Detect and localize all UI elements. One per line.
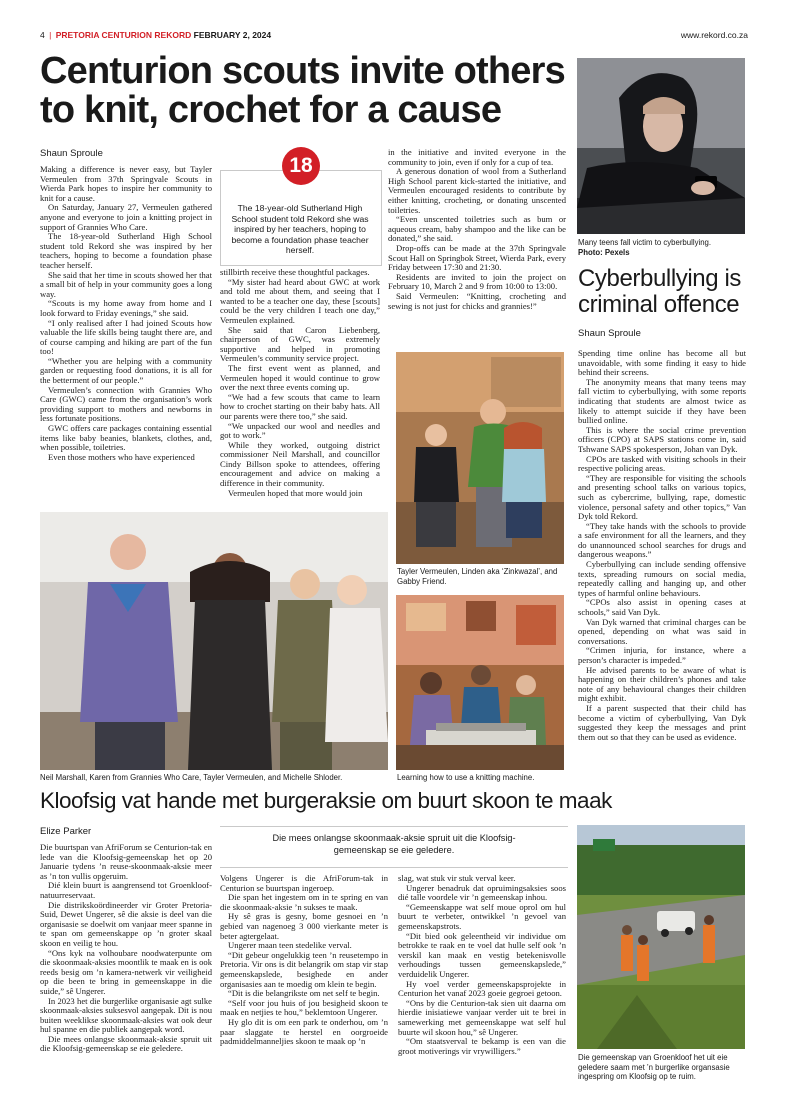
cyber-headline — [578, 266, 750, 318]
issue-date: FEBRUARY 2, 2024 — [193, 30, 272, 40]
paragraph: Spending time online has become all but unavoidable, with some finding it easy to hide behind their screens. — [578, 349, 746, 378]
scouts-headline — [40, 52, 570, 130]
scouts-headline-line-2: to knit, crochet for a cause — [40, 89, 502, 131]
paragraph: This is where the social crime prevention officers (CPO) at SAPS stations come in, said Tshwane SAPS spokesperson, Johan van Dyk. — [578, 424, 746, 454]
paragraph: Die span het ingestem om in te spring en van die skoonmaak-aksie ’n sukses te maak. — [220, 892, 388, 912]
kloofsig-caption: Die gemeenskap van Groenkloof het uit eie geledere saam met ’n burgerlike organsasie ingespring om Kloofsig op te ruim. — [578, 1053, 730, 1081]
photo-group — [40, 512, 388, 770]
paragraph: Die buurtspan van AfriForum se Centurion-tak en lede van die Kloofsig-gemeenskap het op 20 Januarie tydens ’n reuse-skoonmaak-aksie meer as ’n ton vullis opgeruim. — [40, 843, 212, 881]
paragraph: “We had a few scouts that came to learn how to crochet starting on their baby hats. All our parents were there too,” she said. — [220, 391, 380, 421]
paragraph: Said Vermeulen: “Knitting, crocheting and sewing is not just for chicks and grannies!” — [388, 290, 566, 311]
paragraph: “CPOs also assist in opening cases at schools,” said Van Dyk. — [578, 597, 746, 618]
paragraph: Van Dyk warned that criminal charges can be opened, depending on what was said in conversations. — [578, 616, 746, 646]
paragraph: “Even unscented toiletries such as bum or aqueous cream, baby shampoo and the like can be donated,” she said. — [388, 214, 566, 244]
paragraph: Making a difference is never easy, but Tayler Vermeulen from 37th Springvale Scouts in Wierda Park hopes to inspire her community to knit for a cause. — [40, 165, 212, 203]
paragraph: “Gemeenskappe wat self moue oprol om hul buurt te verbeter, ontwikkel ’n gevoel van gemeenskapstrots. — [398, 901, 566, 931]
paragraph: She said that her time in scouts showed her that a small bit of help in your community goes a long way. — [40, 269, 212, 299]
paragraph: GWC offers care packages containing essential items like baby beanies, blankets, clothes, and, when possible, toiletries. — [40, 423, 212, 453]
paragraph: The 18-year-old Sutherland High School student told Rekord she was inspired by her teachers, hoping to become a foundation phase teacher herself. — [40, 231, 212, 270]
photo-knitting-machine — [396, 595, 564, 770]
paragraph: “Ons by die Centurion-tak sien uit daarna om hierdie inisiatiewe vanjaar verder uit te brei in samewerking met gemeenskappe wat self hul buurte wil skoon hou,” sê Ungerer. — [398, 997, 566, 1037]
badge-number: 18 — [289, 154, 313, 177]
trio-caption: Tayler Vermeulen, Linden aka ‘Zinkwazal’, and Gabby Friend. — [397, 567, 558, 586]
paragraph: “Self voor jou huis of jou besigheid skoon te maak en netjies te hou,” beklemtoon Ungerer. — [220, 997, 388, 1018]
cyber-photo-caption — [578, 238, 748, 257]
folio-separator: | — [49, 30, 52, 40]
paragraph: slag, wat stuk vir stuk verval keer. — [398, 874, 516, 883]
publication-name: PRETORIA CENTURION REKORD — [55, 30, 192, 40]
paragraph: “Scouts is my home away from home and I look forward to Friday evenings,” she said. — [40, 298, 212, 318]
paragraph: She said that Caron Liebenberg, chairperson of GWC, was extremely supportive and helped in promoting Vermeulen’s community service project. — [220, 324, 380, 364]
paragraph: “My sister had heard about GWC at work and told me about them, and seeing that I wanted to be a teacher one day, these [scouts] could be the very children I teach one day,” Vermeulen explained. — [220, 276, 380, 325]
website: www.rekord.co.za — [680, 30, 748, 40]
paragraph: Residents are invited to join the project on February 10, March 2 and 9 from 10:00 to 13:00. — [388, 271, 566, 292]
paragraph: “We unpacked our wool and needles and got to work.” — [220, 420, 380, 441]
paragraph: Drop-offs can be made at the 37th Springvale Scout Hall on Springbok Street, Wierda Park, every Friday between 17:30 and 21:30. — [388, 242, 566, 273]
paragraph: Hy sê gras is gesny, bome gesnoei en ’n gebied van nagenoeg 3 000 vierkante meter is beter agtergelaat. — [220, 911, 388, 941]
paragraph: “Ons kyk na volhoubare noodwaterpunte om die skoonmaak-aksies moontlik te maak en is ook reeds besig om ’n kamera-netwerk vir veiligheid op die been te bring in gemeenskappe in die suide,” sê Ungerer. — [40, 947, 212, 996]
paragraph: The anonymity means that many teens may fall victim to cyberbullying, with some reports indicating that students are almost twice as likely to attempt suicide if they have been bullied online. — [578, 376, 746, 426]
paragraph: Die distrikskoördineerder vir Groter Pretoria-Suid, Dewet Ungerer, sê die aksie is deel van die organisasie se doelwit om vanjaar meer spanne in te span om gemeenskappe op ’n groter skaal skoon en veilig te hou. — [40, 899, 212, 948]
paragraph: “Om staatsverval te bekamp is een van die groot motiverings vir vrywilligers.” — [398, 1036, 566, 1056]
paragraph: Dié klein buurt is aangrensend tot Groenkloof-natuurreservaat. — [40, 880, 212, 900]
scouts-column-1 — [40, 165, 212, 510]
photo-cleanup — [577, 825, 745, 1049]
scouts-headline-line-1: Centurion scouts invite others — [40, 50, 565, 92]
kloofsig-column-1 — [40, 843, 212, 1088]
paragraph: A generous donation of wool from a Sutherland High School parent kick-started the initiative, and Vermeulen encouraged residents to contribute by either knitting, crocheting, or donating unscented toiletries. — [388, 166, 566, 215]
paragraph: Die mees onlangse skoonmaak-aksie spruit uit die Kloofsig-gemeenskap se eie geledere. — [40, 1033, 212, 1054]
photo-credit: Photo: Pexels — [578, 247, 630, 257]
scouts-column-3 — [388, 148, 566, 346]
paragraph: Even those mothers who have experienced — [48, 451, 195, 462]
paragraph: “Whether you are helping with a community garden or requesting food donations, it is all for the betterment of our people.” — [40, 355, 212, 386]
paragraph: “They are responsible for visiting the schools and presenting school talks on various topics, such as cybercrime, bullying, rape, domestic violence, personal safety and other topics,” Van Dyk told Rekord. — [578, 472, 746, 522]
kloofsig-headline: Kloofsig vat hande met burgeraksie om buurt skoon te maak — [40, 788, 612, 813]
cyber-byline: Shaun Sproule — [578, 328, 641, 339]
kloofsig-pullquote: Die mees onlangse skoonmaak-aksie spruit uit die Kloofsig-gemeenskap se eie geledere. — [272, 833, 516, 855]
paragraph: Ungerer maan teen stedelike verval. — [228, 940, 352, 951]
photo-teen-phone — [577, 58, 745, 234]
paragraph: Vermeulen’s connection with Grannies Who Care (GWC) came from the organisation’s work providing support to mothers and newborns in less fortunate positions. — [40, 384, 212, 424]
paragraph: CPOs are tasked with visiting schools in their respective policing areas. — [578, 453, 746, 474]
paragraph: Hy glo dit is om een park te onderhou, om ’n paar slaggate te herstel en oorgroeide padmiddelmanneljies skoon te maak op ’n — [220, 1016, 388, 1047]
paragraph: He advised parents to be aware of what is happening on their children’s phones and take note of any behavioural changes their children might exhibit. — [578, 664, 746, 704]
page-number: 4 — [40, 30, 45, 40]
cyber-body — [578, 349, 746, 781]
scouts-byline: Shaun Sproule — [40, 148, 103, 159]
scouts-pullquote: The 18-year-old Sutherland High School student told Rekord she was inspired by her teachers, hoping to become a foundation phase teacher herself. — [231, 203, 369, 256]
paragraph: “Dit gebeur ongelukkig teen ’n reusetempo in Pretoria. Vir ons is dit belangrik om stap vir stap gemeenskapslede, besighede en ander organisasies aan te moedig om klein te begin. — [220, 949, 388, 989]
paragraph: “I only realised after I had joined Scouts how valuable the life skills being taught there are, and of course camping and hiking are part of the fun too! — [40, 317, 212, 357]
cyber-headline-line-2: criminal offence — [578, 291, 740, 318]
paragraph: While they worked, outgoing district commissioner Neil Marshall, and councillor Cindy Billson spoke to attendees, offering encouragement and advice on making a difference in their community. — [220, 439, 380, 489]
paragraph: Volgens Ungerer is die AfriForum-tak in Centurion se buurtspan ingeroep. — [220, 874, 388, 893]
number-badge — [282, 147, 320, 185]
paragraph: The first event went as planned, and Vermeulen hoped it would continue to grow over the next three events coming up. — [220, 362, 380, 393]
kloofsig-column-2 — [220, 874, 388, 1088]
paragraph: “Dit is die belangrikste om net self te begin. — [228, 988, 380, 999]
paragraph: in the initiative and invited everyone in the community to join, even if only for a cup of tea. — [388, 148, 566, 167]
cyber-caption-text: Many teens fall victim to cyberbullying. — [578, 238, 712, 247]
paragraph: Cyberbullying can include sending offensive texts, spreading rumours on social media, repeatedly calling and hanging up, and other types of harmful online behaviours. — [578, 559, 746, 598]
cyber-headline-line-1: Cyberbullying is — [578, 265, 742, 292]
group-caption: Neil Marshall, Karen from Grannies Who Care, Tayler Vermeulen, and Michelle Shloder. — [40, 773, 343, 782]
paragraph: Hy voel verder gemeenskapsprojekte in Centurion het vanaf 2023 goeie gegroei getoon. — [398, 978, 566, 999]
paragraph: “Dit bied ook geleentheid vir individue om betrokke te raak en te voel dat hulle self ook ’n verskil kan maak en vestig betekenisvolle verhoudings tussen gemeenskapslede,” verduidelik Ungerer. — [398, 930, 566, 979]
kloofsig-column-3 — [398, 874, 566, 1088]
paragraph: Vermeulen hoped that more would join — [228, 487, 363, 498]
paragraph: “Crimen injuria, for instance, where a person’s character is impeded.” — [578, 645, 746, 665]
knitting-caption: Learning how to use a knitting machine. — [397, 773, 535, 782]
page-folio — [40, 30, 748, 44]
paragraph: If a parent suspected that their child has become a victim of cyberbullying, Van Dyk suggested they keep the messages and print them out so that they can be used as evidence. — [578, 702, 746, 742]
kloofsig-byline: Elize Parker — [40, 826, 92, 837]
photo-trio — [396, 352, 564, 564]
paragraph: “They take hands with the schools to provide a safe environment for all the learners, and they do unannounced school searches for drugs and dangerous weapons.” — [578, 520, 746, 560]
paragraph: On Saturday, January 27, Vermeulen gathered anyone and everyone to join a knitting project in support of Grannies Who Care. — [40, 202, 212, 232]
scouts-column-2 — [220, 268, 380, 510]
paragraph: In 2023 het die burgerlike organisasie agt sulke skoonmaak-aksies suksesvol aangepak. Dit is nou buiten weeklikse skoonmaak-aksies wat ook deur hul spanne en die publiek aangepak word. — [40, 995, 212, 1035]
paragraph: Ungerer benadruk dat opruimingsaksies soos dié talle voordele vir ’n gemeenskap inhou. — [398, 882, 566, 903]
paragraph: stillbirth receive these thoughtful packages. — [220, 268, 370, 277]
